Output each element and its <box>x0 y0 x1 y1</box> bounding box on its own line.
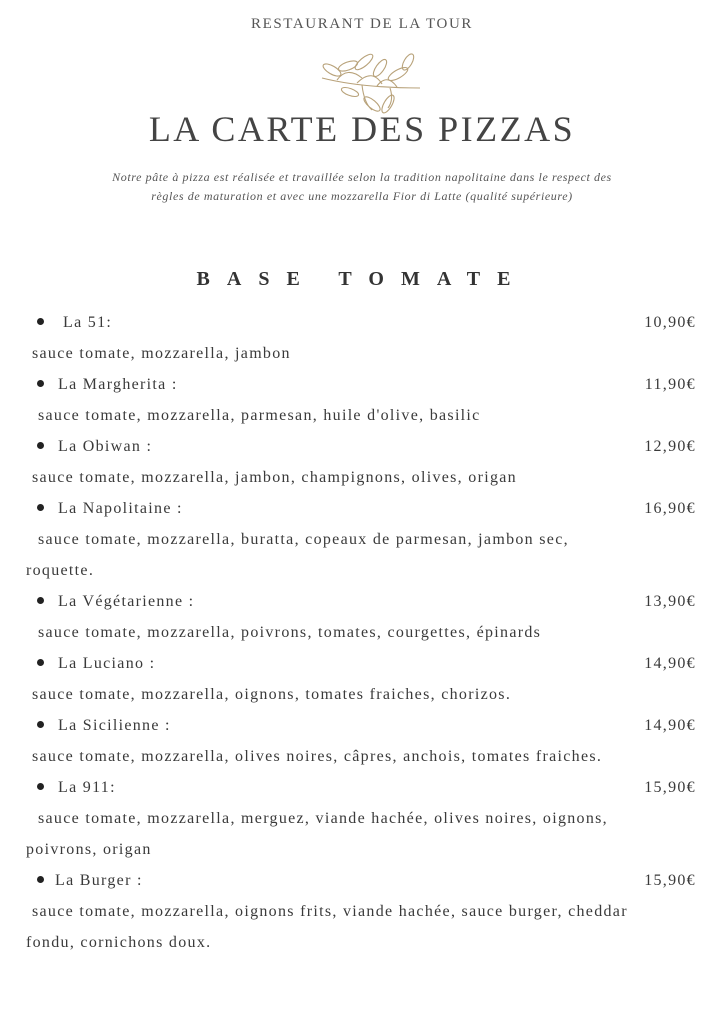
pizza-name-row <box>37 500 183 518</box>
pizza-price: 14,90€ <box>644 717 696 734</box>
bullet-icon <box>37 597 44 604</box>
pizza-price: 10,90€ <box>644 314 696 331</box>
pizza-name-row <box>37 438 152 456</box>
pizza-ingredients: sauce tomate, mozzarella, oignons frits, viande hachée, sauce burger, cheddar <box>32 903 628 920</box>
intro-line-1: Notre pâte à pizza est réalisée et travaillée selon la tradition napolitaine dans le respect des <box>112 170 612 184</box>
olive-branch-icon <box>302 48 426 116</box>
pizza-name: La Luciano : <box>58 655 156 672</box>
pizza-ingredients: sauce tomate, mozzarella, buratta, copeaux de parmesan, jambon sec, <box>38 531 569 548</box>
restaurant-name: RESTAURANT DE LA TOUR <box>250 16 473 32</box>
pizza-name: La 911: <box>58 779 116 796</box>
pizza-ingredients: sauce tomate, mozzarella, jambon <box>32 345 291 362</box>
bullet-icon <box>37 783 44 790</box>
pizza-name-row <box>37 872 143 890</box>
bullet-icon <box>37 442 44 449</box>
intro-text <box>60 168 664 206</box>
pizza-name: La Obiwan : <box>58 438 153 455</box>
intro-line-2: règles de maturation et avec une mozzarella Fior di Latte (qualité supérieure) <box>151 189 573 203</box>
bullet-icon <box>37 318 44 325</box>
bullet-icon <box>37 504 44 511</box>
pizza-name-row <box>37 655 155 673</box>
pizza-name-row <box>37 593 194 611</box>
pizza-name-row <box>37 314 112 332</box>
pizza-ingredients: sauce tomate, mozzarella, jambon, champignons, olives, origan <box>32 469 517 486</box>
pizza-ingredients: sauce tomate, mozzarella, poivrons, tomates, courgettes, épinards <box>38 624 542 641</box>
pizza-name: La Végétarienne : <box>58 593 195 610</box>
pizza-price: 11,90€ <box>644 376 696 393</box>
pizza-ingredients-continued: fondu, cornichons doux. <box>26 934 212 951</box>
pizza-name-row <box>37 717 171 735</box>
pizza-ingredients: sauce tomate, mozzarella, oignons, tomates fraiches, chorizos. <box>32 686 512 703</box>
pizza-ingredients: sauce tomate, mozzarella, merguez, viande hachée, olives noires, oignons, <box>38 810 608 827</box>
pizza-name: La Napolitaine : <box>58 500 183 517</box>
pizza-name: La Burger : <box>55 872 143 889</box>
pizza-name: La Margherita : <box>58 376 178 393</box>
section-title: BASE TOMATE <box>196 268 528 290</box>
pizza-price: 15,90€ <box>644 872 696 889</box>
bullet-icon <box>37 380 44 387</box>
pizza-price: 12,90€ <box>644 438 696 455</box>
pizza-ingredients-continued: roquette. <box>26 562 95 579</box>
pizza-ingredients: sauce tomate, mozzarella, parmesan, huile d'olive, basilic <box>38 407 481 424</box>
pizza-price: 16,90€ <box>644 500 696 517</box>
pizza-ingredients-continued: poivrons, origan <box>26 841 152 858</box>
bullet-icon <box>37 659 44 666</box>
pizza-name: La 51: <box>63 314 113 331</box>
pizza-name-row <box>37 779 116 797</box>
pizza-price: 13,90€ <box>644 593 696 610</box>
pizza-price: 14,90€ <box>644 655 696 672</box>
bullet-icon <box>37 721 44 728</box>
pizza-ingredients: sauce tomate, mozzarella, olives noires, câpres, anchois, tomates fraiches. <box>32 748 603 765</box>
bullet-icon <box>37 876 44 883</box>
page-title: LA CARTE DES PIZZAS <box>148 109 576 149</box>
pizza-price: 15,90€ <box>644 779 696 796</box>
pizza-name: La Sicilienne : <box>58 717 171 734</box>
pizza-name-row <box>37 376 178 394</box>
